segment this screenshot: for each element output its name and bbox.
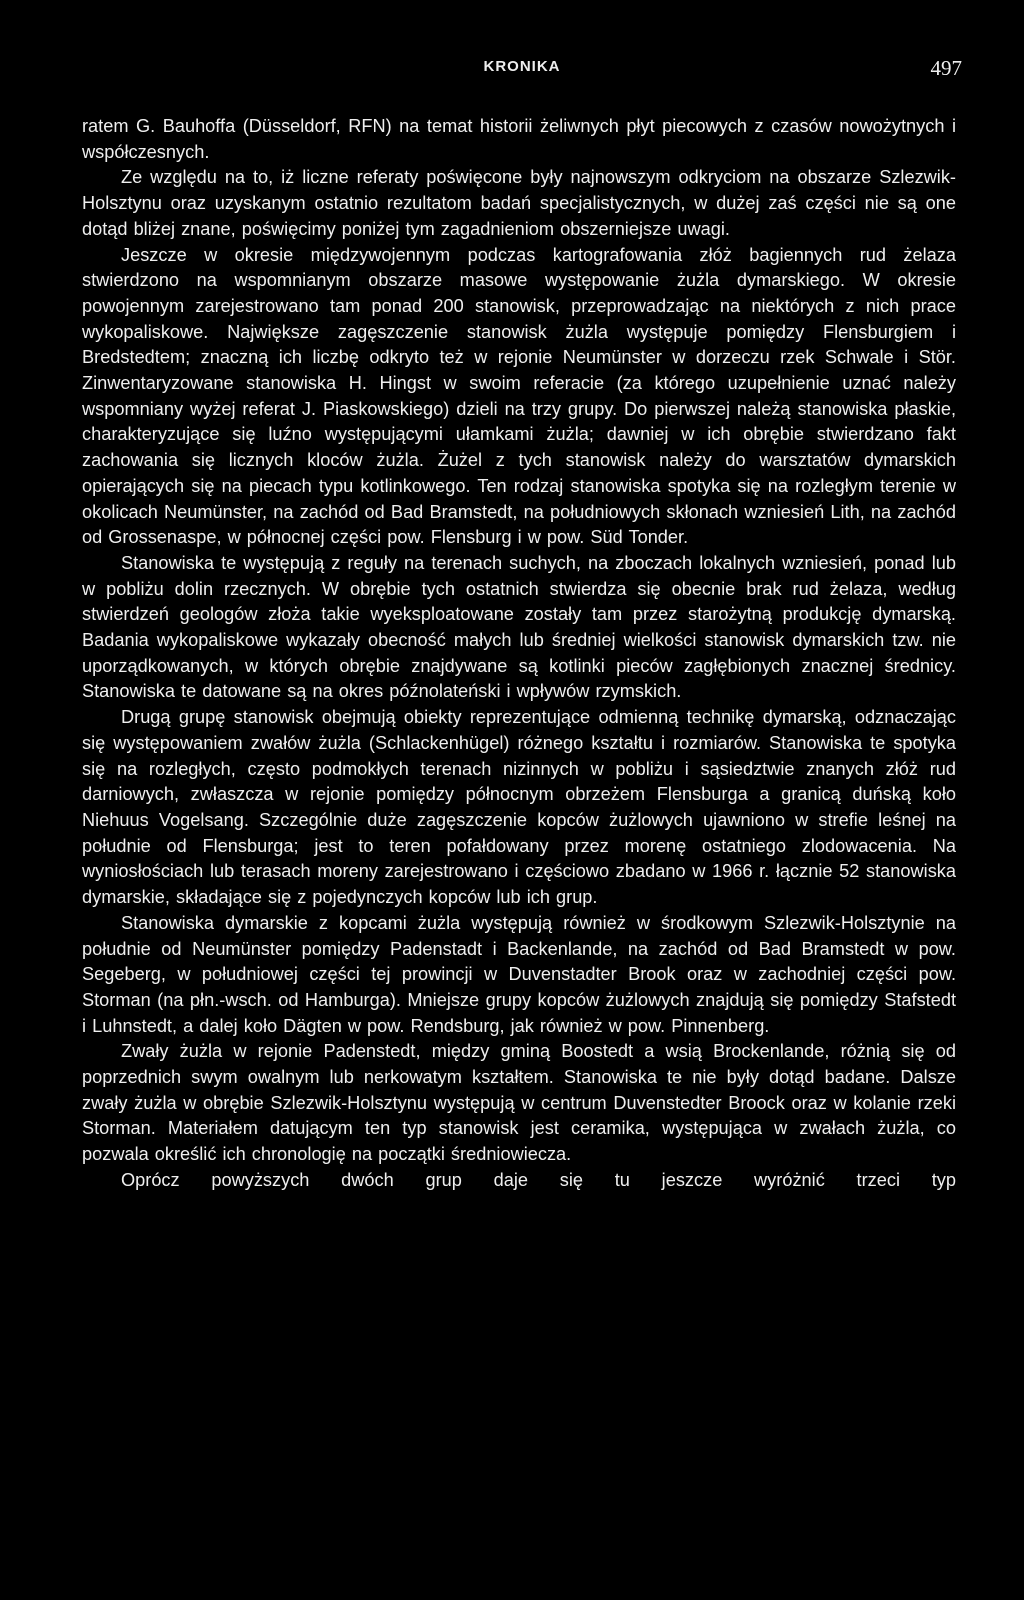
paragraph: Oprócz powyższych dwóch grup daje się tu jeszcze wyróżnić trzeci typ — [121, 1169, 956, 1190]
body-text — [82, 114, 956, 1194]
paragraph: Zwały żużla w rejonie Padenstedt, między gminą Boostedt a wsią Brockenlande, różnią się od poprzednich swym owalnym lub nerkowatym kształtem. Stanowiska te nie były dotąd badane. Dalsze zwały żużla w obrębie Szlezwik-Holsztynu występują w centrum Duvenstedter Broock oraz w kolanie rzeki Storman. Materiałem datującym ten typ stanowisk jest ceramika, występująca w zwałach żużla, co pozwala określić ich chronologię na początki średniowiecza. — [82, 1041, 956, 1165]
running-head — [82, 56, 962, 80]
paragraph: Ze względu na to, iż liczne referaty poświęcone były najnowszym odkryciom na obszarze Szlezwik-Holsztynu oraz uzyskanym ostatnio rezultatom badań specjalistycznych, w dużej zaś części nie są one dotąd bliżej znane, poświęcimy poniżej tym zagadnieniom obszerniejsze uwagi. — [82, 167, 956, 239]
section-title: KRONIKA — [483, 58, 561, 75]
page-number: 497 — [930, 56, 962, 80]
paragraph: Stanowiska te występują z reguły na terenach suchych, na zboczach lokalnych wzniesień, ponad lub w pobliżu dolin rzecznych. W obrębie tych ostatnich stwierdza się obecnie brak rud żelaza, według stwierdzeń geologów złoża takie wyeksploatowane zostały tam przez starożytną produkcję dymarską. Badania wykopaliskowe wykazały obecność małych lub średniej wielkości stanowisk dymarskich tzw. nie uporządkowanych, w których obrębie znajdywane są kotlinki pieców zagłębionych znacznej średnicy. Stanowiska te datowane są na okres późnolateński i wpływów rzymskich. — [82, 552, 956, 702]
paragraph: Stanowiska dymarskie z kopcami żużla występują również w środkowym Szlezwik-Holsztynie na południe od Neumünster pomiędzy Padenstadt i Backenlande, na zachód od Bad Bramstedt w pow. Segeberg, w południowej części tej prowincji w Duvenstadter Brook oraz w zachodniej części pow. Storman (na płn.-wsch. od Hamburga). Mniejsze grupy kopców żużlowych znajdują się pomiędzy Stafstedt i Luhnstedt, a dalej koło Dägten w pow. Rendsburg, jak również w pow. Pinnenberg. — [82, 912, 956, 1036]
paragraph: ratem G. Bauhoffa (Düsseldorf, RFN) na temat historii żeliwnych płyt piecowych z czasów nowożytnych i współczesnych. — [82, 116, 956, 162]
paragraph: Jeszcze w okresie międzywojennym podczas kartografowania złóż bagiennych rud żelaza stwierdzono na wspomnianym obszarze masowe występowanie żużla dymarskiego. W okresie powojennym zarejestrowano tam ponad 200 stanowisk, przeprowadzając na niektórych z nich prace wykopaliskowe. Największe zagęszczenie stanowisk żużla występuje pomiędzy Flensburgiem i Bredstedtem; znaczną ich liczbę odkryto też w rejonie Neumünster w dorzeczu rzek Schwale i Stör. Zinwentaryzowane stanowiska H. Hingst w swoim referacie (za którego uzupełnienie uznać należy wspomniany wyżej referat J. Piaskowskiego) dzieli na trzy grupy. Do pierwszej należą stanowiska płaskie, charakteryzujące się luźno występującymi ułamkami żużla; dawniej w ich obrębie stwierdzano fakt zachowania się licznych kloców żużla. Żużel z tych stanowisk należy do warsztatów dymarskich opierających się na piecach typu kotlinkowego. Ten rodzaj stanowiska spotyka się na rozległym terenie w okolicach Neumünster, na zachód od Bad Bramstedt, na południowych skłonach wzniesień Lith, na zachód od Grossenaspe, w północnej części pow. Flensburg i w pow. Süd Tonder. — [82, 244, 956, 548]
paragraph: Drugą grupę stanowisk obejmują obiekty reprezentujące odmienną technikę dymarską, odznaczając się występowaniem zwałów żużla (Schlackenhügel) różnego kształtu i rozmiarów. Stanowiska te spotyka się na rozległych, często podmokłych terenach nizinnych w pobliżu i sąsiedztwie znanych złóż rud darniowych, zwłaszcza w rejonie pomiędzy północnym obrzeżem Flensburga a granicą duńską koło Niehuus Vogelsang. Szczególnie duże zagęszczenie kopców żużlowych ujawniono w strefie leśnej na południe od Flensburga; jest to teren pofałdowany przez morenę ostatniego zlodowacenia. Na wyniosłościach lub terasach moreny zarejestrowano i częściowo zbadano w 1966 r. łącznie 52 stanowiska dymarskie, składające się z pojedynczych kopców lub ich grup. — [82, 707, 956, 908]
